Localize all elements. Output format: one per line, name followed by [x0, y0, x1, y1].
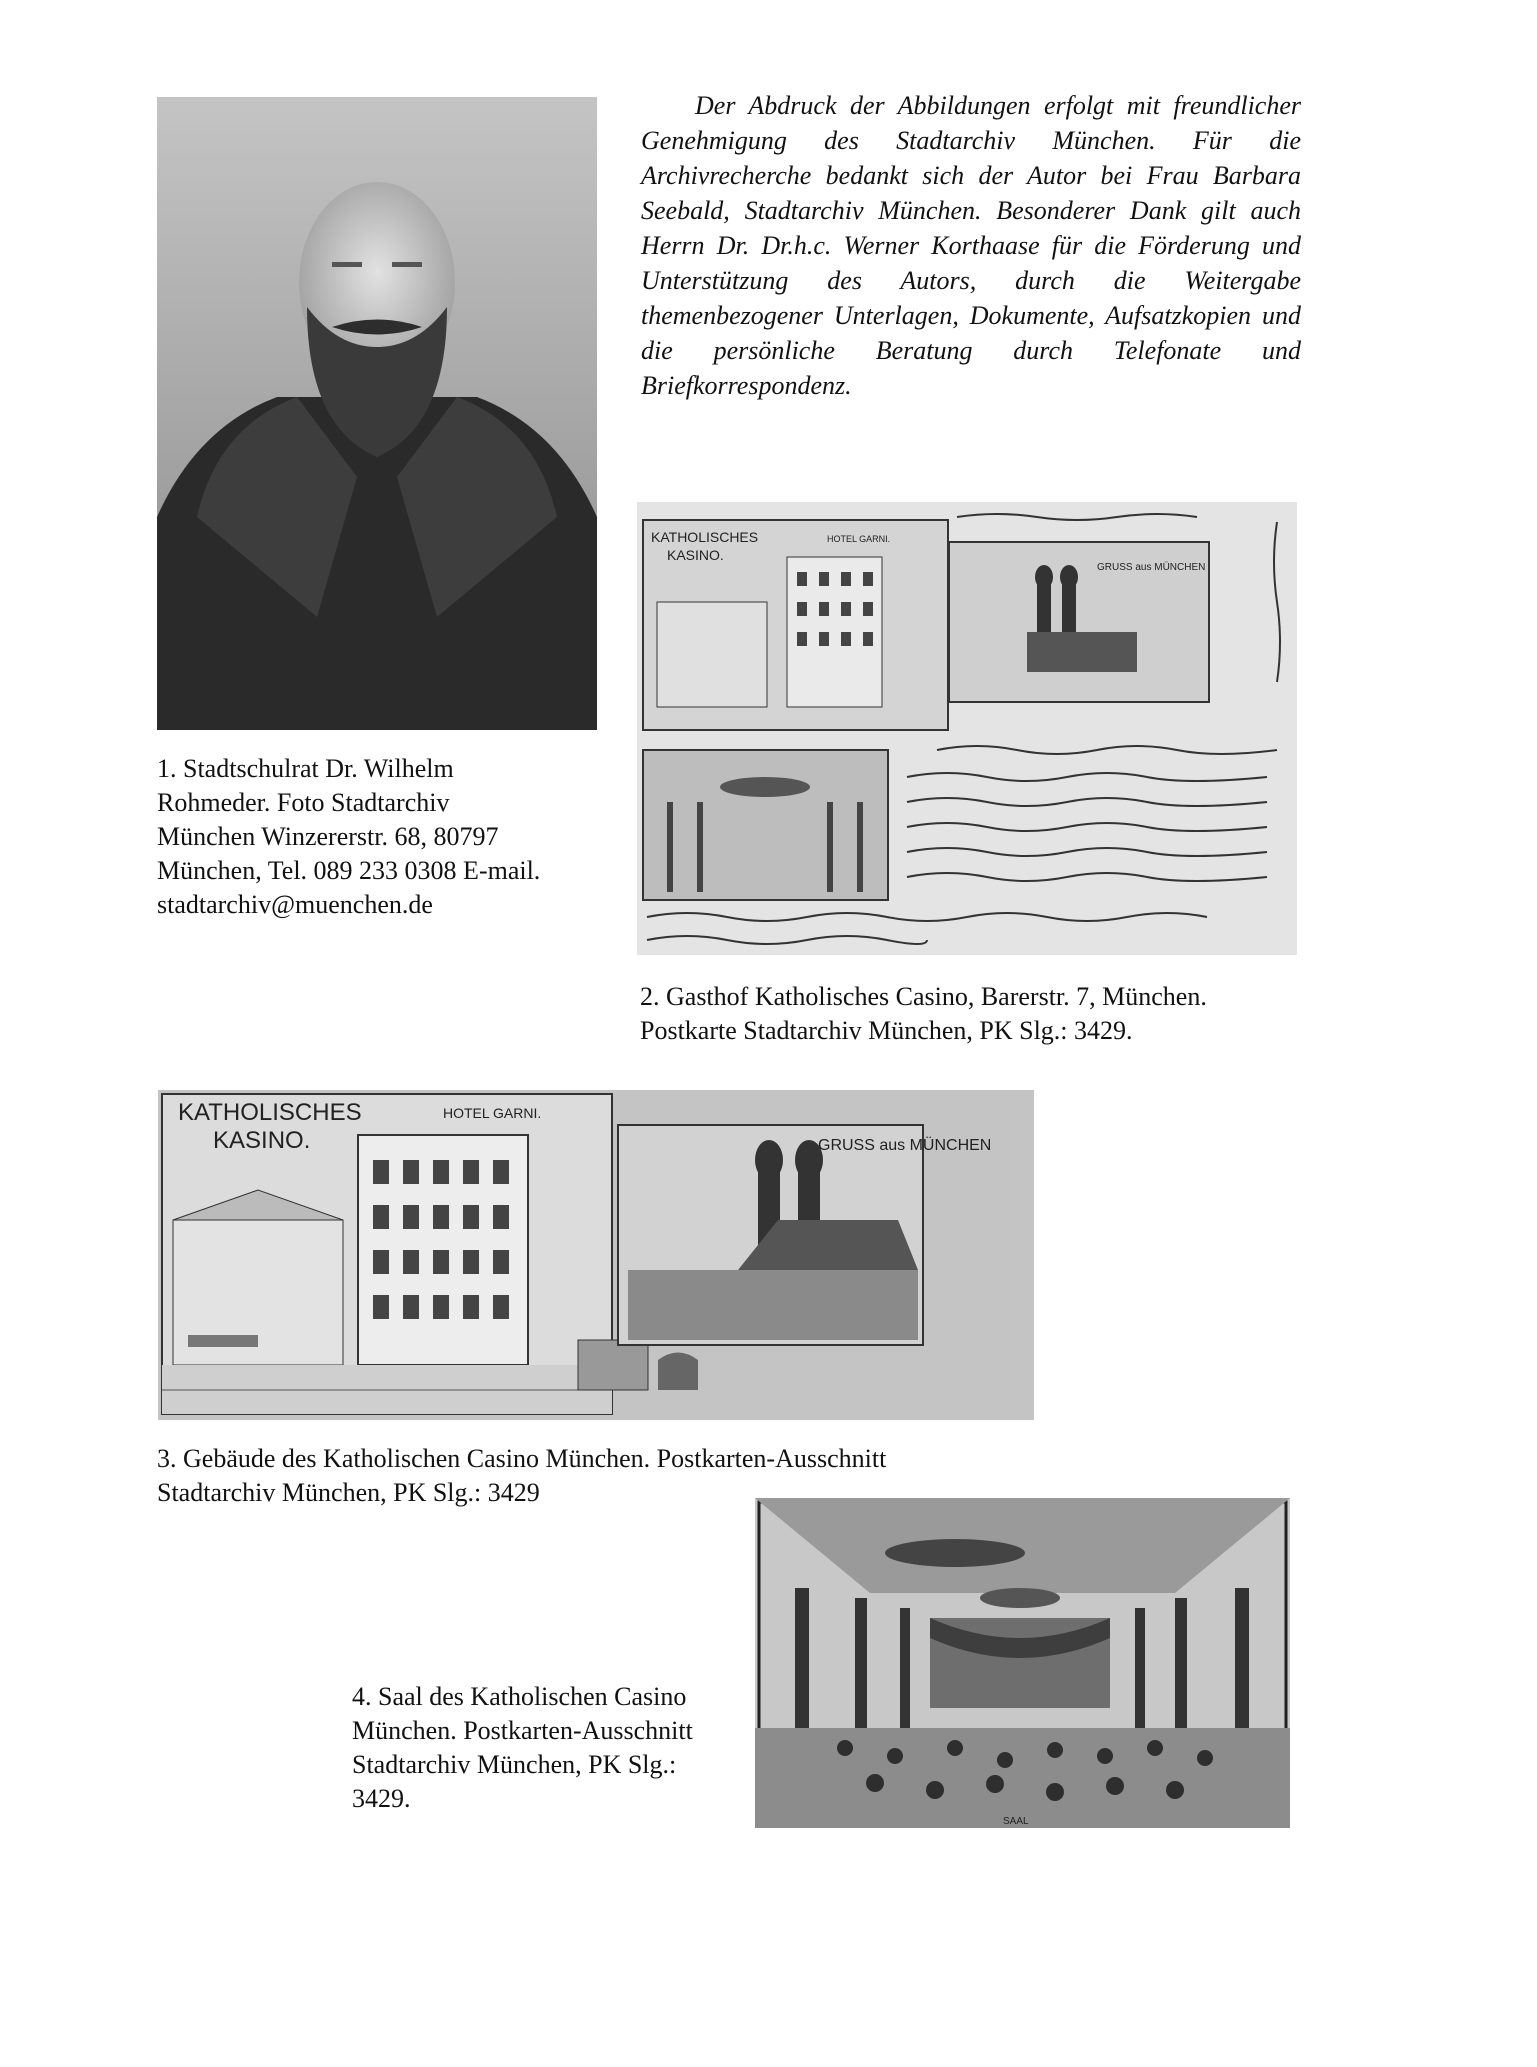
- acknowledgement-text: Der Abdruck der Abbildungen erfolgt mit freundlicher Genehmigung des Stadtarchiv München. Für die Archivrecherche bedankt sich der Autor bei Frau Barbara Seebald, Stadtarchiv München. Besonderer Dank gilt auch Herrn Dr. Dr.h.c. Werner Korthaase für die Förderung und Unterstützung des Autors, durch die Weitergabe themenbezogener Unterlagen, Dokumente, Aufsatzkopien und die persönliche Beratung durch Telefonate und Briefkorrespondenz.: [641, 91, 1301, 400]
- postcard-gruss-label: GRUSS aus MÜNCHEN: [1097, 562, 1206, 573]
- figure-1-caption: [157, 752, 627, 922]
- caption-line: Rohmeder. Foto Stadtarchiv: [157, 788, 450, 817]
- portrait-photo: [157, 97, 597, 730]
- caption-line: stadtarchiv@muenchen.de: [157, 890, 433, 919]
- caption-line: 2. Gasthof Katholisches Casino, Barerstr. 7, München.: [640, 982, 1207, 1011]
- postcard-casino-label-2: KASINO.: [667, 547, 724, 563]
- caption-line: München. Postkarten-Ausschnitt: [352, 1716, 693, 1745]
- postcard-casino-label: KATHOLISCHES: [651, 529, 759, 545]
- caption-line: Stadtarchiv München, PK Slg.:: [352, 1750, 677, 1779]
- caption-line: 1. Stadtschulrat Dr. Wilhelm: [157, 754, 454, 783]
- postcard-building-image: [158, 1090, 1034, 1420]
- postcard-casino-label-2: KASINO.: [213, 1127, 311, 1154]
- caption-line: Postkarte Stadtarchiv München, PK Slg.: 3429.: [640, 1016, 1133, 1045]
- figure-2-caption: [640, 980, 1340, 1048]
- postcard-gruss-label: GRUSS aus MÜNCHEN: [818, 1137, 992, 1154]
- figure-4-caption: [352, 1680, 742, 1816]
- postcard-hotel-label: HOTEL GARNI.: [443, 1105, 542, 1121]
- caption-line: Stadtarchiv München, PK Slg.: 3429: [157, 1478, 540, 1507]
- hall-image: [755, 1498, 1290, 1828]
- postcard-casino-label: KATHOLISCHES: [178, 1099, 362, 1126]
- caption-line: München, Tel. 089 233 0308 E-mail.: [157, 856, 541, 885]
- caption-line: 4. Saal des Katholischen Casino: [352, 1682, 687, 1711]
- caption-line: München Winzererstr. 68, 80797: [157, 822, 499, 851]
- caption-line: 3. Gebäude des Katholischen Casino München. Postkarten-Ausschnitt: [157, 1444, 887, 1473]
- hall-saal-label: SAAL: [1003, 1816, 1029, 1827]
- postcard-image: [637, 502, 1297, 955]
- caption-line: 3429.: [352, 1784, 411, 1813]
- postcard-hotel-label: HOTEL GARNI.: [827, 534, 891, 544]
